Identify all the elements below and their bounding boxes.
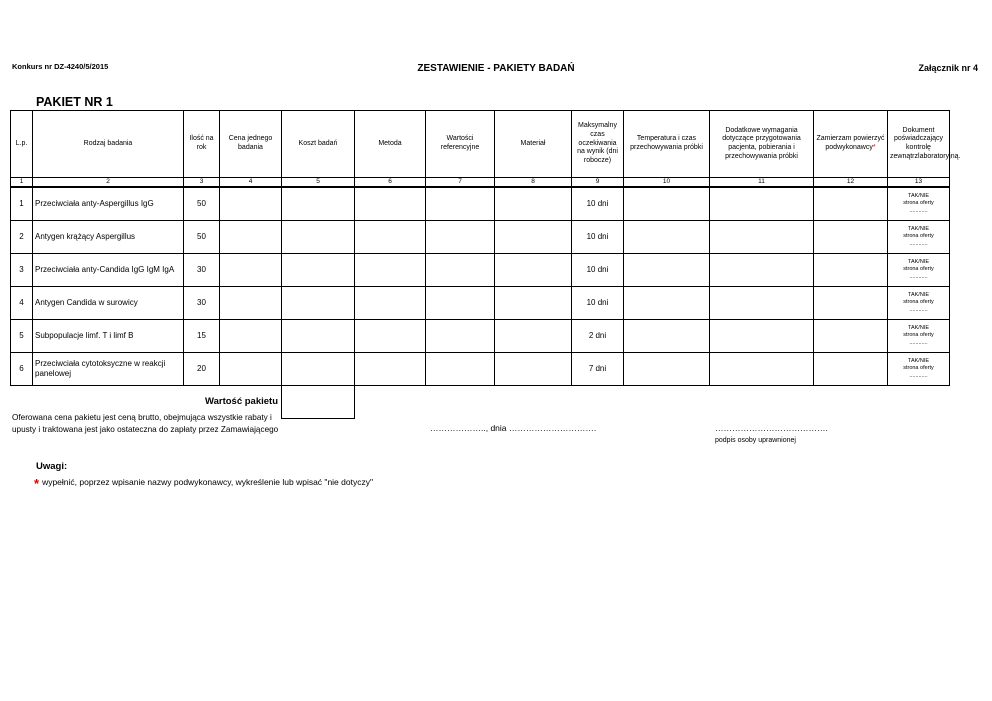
- unit-price-cell[interactable]: [220, 221, 282, 254]
- col-num: 8: [495, 178, 572, 188]
- method-cell[interactable]: [355, 320, 426, 353]
- col-num: 12: [814, 178, 888, 188]
- row-lp: 4: [11, 287, 33, 320]
- subcontractor-cell[interactable]: [814, 287, 888, 320]
- method-cell[interactable]: [355, 221, 426, 254]
- col-num: 7: [426, 178, 495, 188]
- doc-offer-page: strona oferty: [903, 365, 934, 372]
- col-num: 5: [282, 178, 355, 188]
- col-num: 6: [355, 178, 426, 188]
- row-lp: 6: [11, 353, 33, 386]
- document-title: ZESTAWIENIE - PAKIETY BADAŃ: [417, 63, 575, 74]
- cost-cell[interactable]: [282, 353, 355, 386]
- col-header-test-type: Rodzaj badania: [33, 111, 184, 178]
- col-header-lp: L.p.: [11, 111, 33, 178]
- doc-yes-no: TAK/NIE: [908, 324, 929, 331]
- signature-label: podpis osoby uprawnionej: [715, 437, 796, 444]
- reference-cell[interactable]: [426, 221, 495, 254]
- subcontractor-cell[interactable]: [814, 187, 888, 221]
- subcontractor-cell[interactable]: [814, 320, 888, 353]
- unit-price-cell[interactable]: [220, 187, 282, 221]
- tests-table: [10, 110, 961, 419]
- method-cell[interactable]: [355, 353, 426, 386]
- document-cell[interactable]: [888, 254, 950, 287]
- reference-cell[interactable]: [426, 320, 495, 353]
- material-cell[interactable]: [495, 187, 572, 221]
- col-header-method: Metoda: [355, 111, 426, 178]
- col-num: 4: [220, 178, 282, 188]
- row-test-name: Antygen krążący Aspergillus: [33, 221, 184, 254]
- col-header-subcontractor: [814, 111, 888, 178]
- table-row: [11, 353, 950, 386]
- document-cell[interactable]: [888, 221, 950, 254]
- col-header-max-wait: Maksymalny czas oczekiwania na wynik (dni robocze): [572, 111, 624, 178]
- col-num: 2: [33, 178, 184, 188]
- cost-cell[interactable]: [282, 287, 355, 320]
- row-max-wait: 10 dni: [572, 187, 624, 221]
- cost-cell[interactable]: [282, 254, 355, 287]
- row-lp: 5: [11, 320, 33, 353]
- col-header-requirements: Dodatkowe wymagania dotyczące przygotowania pacjenta, pobierania i przechowywania próbki: [710, 111, 814, 178]
- col-header-document: Dokument poświadczający kontrolę zewnątrzlaboratoryjną.: [888, 111, 950, 178]
- doc-yes-no: TAK/NIE: [908, 258, 929, 265]
- price-note: [12, 412, 278, 436]
- material-cell[interactable]: [495, 320, 572, 353]
- material-cell[interactable]: [495, 353, 572, 386]
- requirements-cell[interactable]: [710, 221, 814, 254]
- doc-dots: ............: [909, 273, 928, 280]
- requirements-cell[interactable]: [710, 320, 814, 353]
- doc-offer-page: strona oferty: [903, 332, 934, 339]
- column-number-row: [11, 178, 950, 188]
- reference-cell[interactable]: [426, 353, 495, 386]
- col-header-unit-price: Cena jednego badania: [220, 111, 282, 178]
- asterisk-icon: *: [34, 476, 40, 491]
- row-max-wait: 10 dni: [572, 254, 624, 287]
- price-note-line2: upusty i traktowana jest jako ostateczna do zapłaty przez Zamawiającego: [12, 425, 279, 434]
- doc-offer-page: strona oferty: [903, 233, 934, 240]
- row-qty: 50: [184, 221, 220, 254]
- row-lp: 1: [11, 187, 33, 221]
- doc-dots: ............: [909, 306, 928, 313]
- price-note-line1: Oferowana cena pakietu jest ceną brutto, obejmująca wszystkie rabaty i: [12, 413, 272, 422]
- doc-offer-page: strona oferty: [903, 200, 934, 207]
- doc-yes-no: TAK/NIE: [908, 225, 929, 232]
- doc-yes-no: TAK/NIE: [908, 357, 929, 364]
- remarks-body: wypełnić, poprzez wpisanie nazwy podwykonawcy, wykreślenie lub wpisać "nie dotyczy": [42, 477, 373, 487]
- row-test-name: Przeciwciała anty-Aspergillus IgG: [33, 187, 184, 221]
- row-lp: 2: [11, 221, 33, 254]
- doc-dots: ............: [909, 240, 928, 247]
- temperature-cell[interactable]: [624, 254, 710, 287]
- temperature-cell[interactable]: [624, 320, 710, 353]
- row-qty: 50: [184, 187, 220, 221]
- requirements-cell[interactable]: [710, 287, 814, 320]
- row-max-wait: 10 dni: [572, 221, 624, 254]
- remarks-text: [34, 476, 373, 491]
- signature-field[interactable]: ………………………………….: [715, 423, 828, 433]
- table-row: [11, 287, 950, 320]
- reference-cell[interactable]: [426, 254, 495, 287]
- col-header-temperature: Temperatura i czas przechowywania próbki: [624, 111, 710, 178]
- package-value-cell[interactable]: [282, 386, 355, 419]
- requirements-cell[interactable]: [710, 353, 814, 386]
- doc-dots: ............: [909, 207, 928, 214]
- temperature-cell[interactable]: [624, 287, 710, 320]
- material-cell[interactable]: [495, 254, 572, 287]
- doc-yes-no: TAK/NIE: [908, 192, 929, 199]
- row-test-name: Antygen Candida w surowicy: [33, 287, 184, 320]
- row-max-wait: 2 dni: [572, 320, 624, 353]
- row-qty: 30: [184, 287, 220, 320]
- blank-cell: [355, 386, 950, 419]
- cost-cell[interactable]: [282, 187, 355, 221]
- row-qty: 20: [184, 353, 220, 386]
- doc-offer-page: strona oferty: [903, 299, 934, 306]
- row-lp: 3: [11, 254, 33, 287]
- header-row: [11, 111, 950, 178]
- document-cell[interactable]: [888, 287, 950, 320]
- col-num: 10: [624, 178, 710, 188]
- document-cell[interactable]: [888, 353, 950, 386]
- material-cell[interactable]: [495, 287, 572, 320]
- method-cell[interactable]: [355, 287, 426, 320]
- attachment-label: Załącznik nr 4: [918, 63, 978, 73]
- row-test-name: Przeciwciała cytotoksyczne w reakcji panelowej: [33, 353, 184, 386]
- remarks-title: Uwagi:: [36, 461, 68, 472]
- unit-price-cell[interactable]: [220, 287, 282, 320]
- subcontractor-cell[interactable]: [814, 254, 888, 287]
- reference-cell[interactable]: [426, 287, 495, 320]
- col-header-reference: Wartości referencyjne: [426, 111, 495, 178]
- cost-cell[interactable]: [282, 221, 355, 254]
- document-cell[interactable]: [888, 187, 950, 221]
- temperature-cell[interactable]: [624, 187, 710, 221]
- package-value-label: Wartość pakietu: [204, 396, 278, 408]
- row-qty: 15: [184, 320, 220, 353]
- method-cell[interactable]: [355, 254, 426, 287]
- unit-price-cell[interactable]: [220, 353, 282, 386]
- material-cell[interactable]: [495, 221, 572, 254]
- col-num: 3: [184, 178, 220, 188]
- col-num: 11: [710, 178, 814, 188]
- requirements-cell[interactable]: [710, 254, 814, 287]
- col-num: 1: [11, 178, 33, 188]
- temperature-cell[interactable]: [624, 221, 710, 254]
- reference-cell[interactable]: [426, 187, 495, 221]
- col-num: 13: [888, 178, 950, 188]
- doc-yes-no: TAK/NIE: [908, 291, 929, 298]
- table-row: [11, 320, 950, 353]
- unit-price-cell[interactable]: [220, 254, 282, 287]
- cost-cell[interactable]: [282, 320, 355, 353]
- unit-price-cell[interactable]: [220, 320, 282, 353]
- package-title: PAKIET NR 1: [36, 95, 113, 109]
- temperature-cell[interactable]: [624, 353, 710, 386]
- col-header-cost: Koszt badań: [282, 111, 355, 178]
- table-row: [11, 254, 950, 287]
- subcontractor-cell[interactable]: [814, 221, 888, 254]
- subcontractor-star: *: [872, 144, 876, 151]
- col-header-material: Materiał: [495, 111, 572, 178]
- row-max-wait: 10 dni: [572, 287, 624, 320]
- table-row: [11, 187, 950, 221]
- doc-offer-page: strona oferty: [903, 266, 934, 273]
- doc-dots: ............: [909, 339, 928, 346]
- row-test-name: Subpopulacje limf. T i limf B: [33, 320, 184, 353]
- requirements-cell[interactable]: [710, 187, 814, 221]
- row-qty: 30: [184, 254, 220, 287]
- row-max-wait: 7 dni: [572, 353, 624, 386]
- method-cell[interactable]: [355, 187, 426, 221]
- subcontractor-label: Zamierzam powierzyć podwykonawcy: [816, 135, 885, 151]
- contest-number: Konkurs nr DZ-4240/5/2015: [12, 62, 109, 71]
- doc-dots: ............: [909, 372, 928, 379]
- place-date-field[interactable]: ……………….., dnia ………………………….: [430, 423, 597, 433]
- table-row: [11, 221, 950, 254]
- subcontractor-cell[interactable]: [814, 353, 888, 386]
- col-num: 9: [572, 178, 624, 188]
- row-test-name: Przeciwciała anty-Candida IgG IgM IgA: [33, 254, 184, 287]
- col-header-qty: Ilość na rok: [184, 111, 220, 178]
- document-cell[interactable]: [888, 320, 950, 353]
